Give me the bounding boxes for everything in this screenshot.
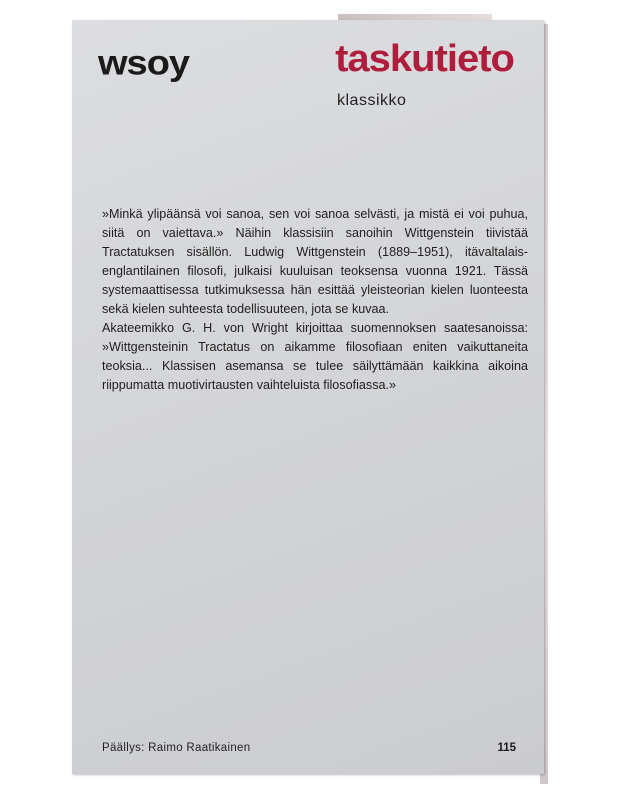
series-subtitle: klassikko — [337, 92, 407, 109]
blurb-text — [102, 205, 528, 395]
series-title: taskutieto — [335, 38, 514, 80]
series-number: 115 — [497, 742, 516, 754]
blurb-paragraph-1: »Minkä ylipäänsä voi sanoa, sen voi sanoa selvästi, ja mistä ei voi puhua, siitä on vaiettava.» Näihin klassisiin sanoihin Wittgenstein tiivistää Tractatuksen sisällön. Ludwig Wittgenstein (1889–1951), itävaltalais-englantilainen filosofi, julkaisi kuuluisan teoksensa vuonna 1921. Tässä systemaattisessa tutkimuksessa hän esittää yleisteorian kielen luonteesta sekä kielen suhteesta todellisuuteen, jota se kuvaa. — [102, 207, 528, 316]
cover-design-credit: Päällys: Raimo Raatikainen — [102, 742, 251, 754]
book-cover — [72, 20, 544, 774]
blurb-paragraph-2: Akateemikko G. H. von Wright kirjoittaa suomennoksen saatesanoissa: »Wittgensteinin Tractatus on aikamme filosofiaan eniten vaikuttaneita teoksia... Klassisen asemansa se tulee säilyttämään kaikkina aikoina riippumatta muotivirtausten vaihteluista filosofiassa.» — [102, 321, 528, 392]
publisher-logo: wsoy — [98, 44, 190, 83]
